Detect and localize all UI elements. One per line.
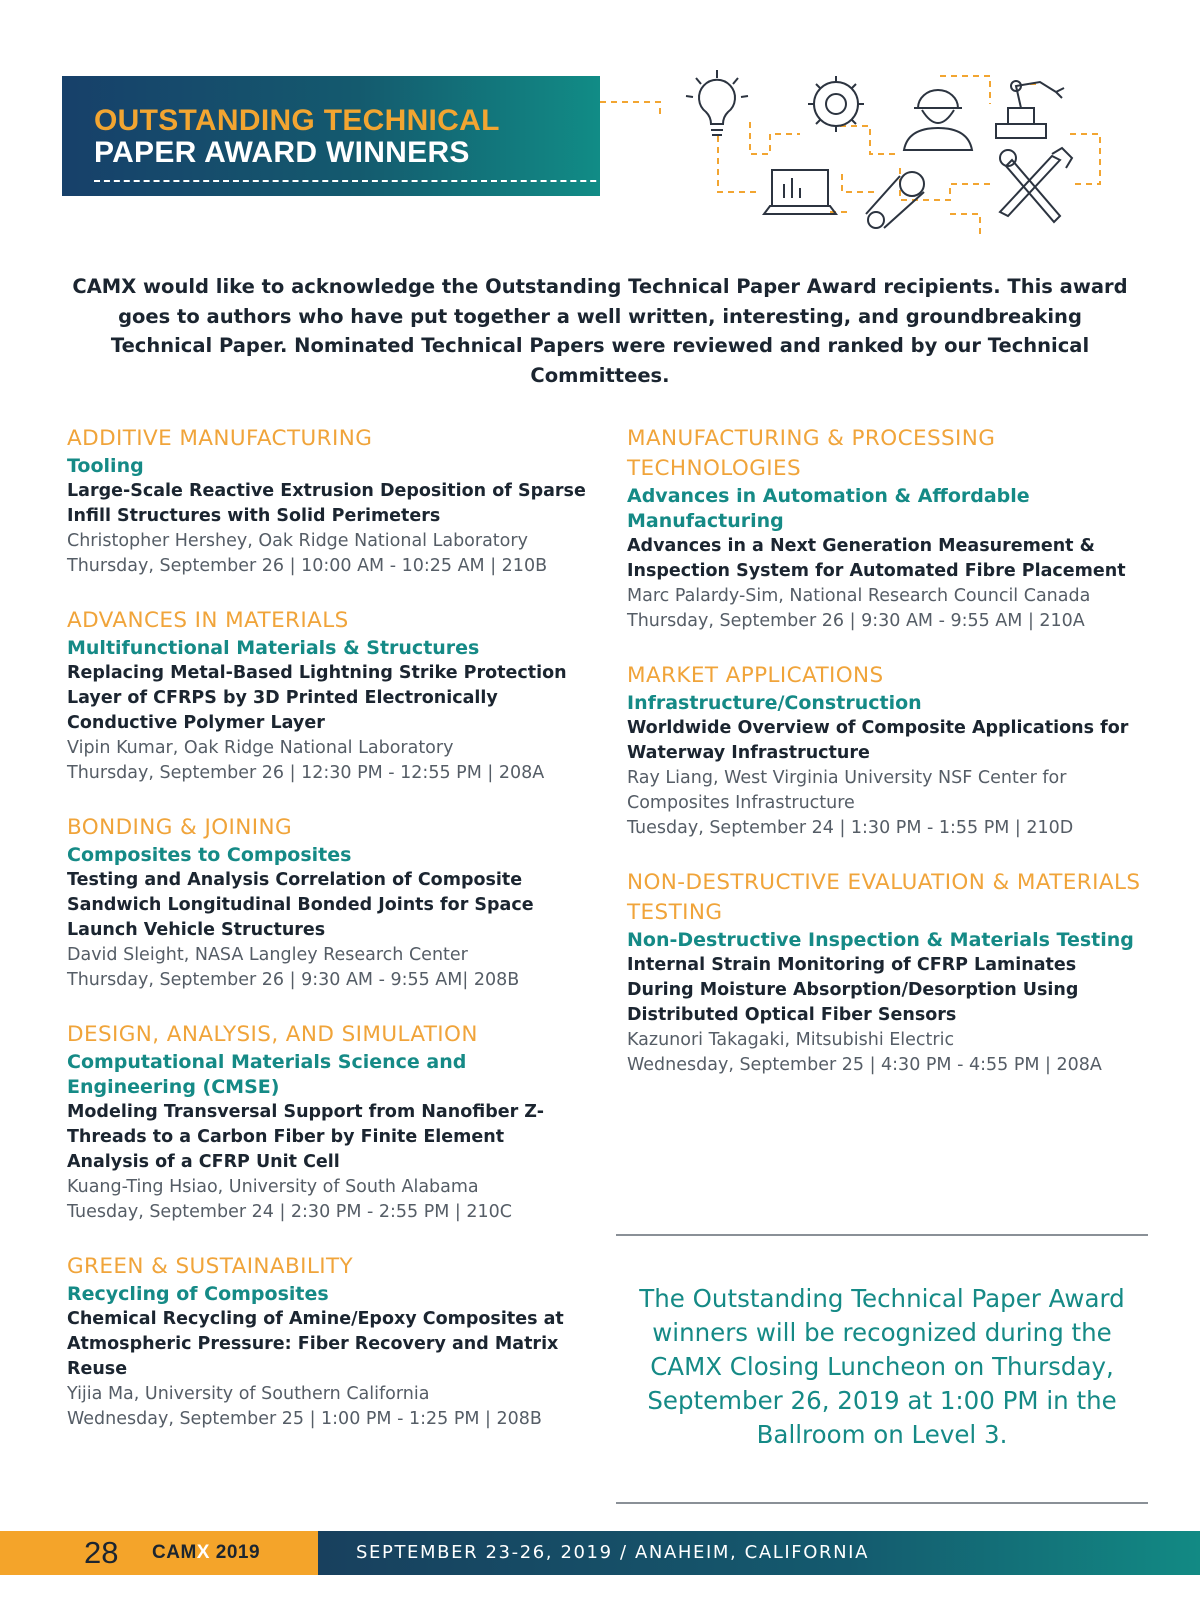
award-entry <box>627 424 1147 634</box>
paper-author: Kuang-Ting Hsiao, University of South Alabama <box>67 1177 479 1197</box>
paper-title: Advances in a Next Generation Measurement & Inspection System for Automated Fibre Placement <box>627 536 1126 581</box>
footer-brand-logo <box>152 1540 260 1566</box>
paper-author: Marc Palardy-Sim, National Research Council Canada <box>627 586 1091 606</box>
subcategory-heading: Recycling of Composites <box>67 1283 329 1305</box>
subcategory-heading: Tooling <box>67 455 144 477</box>
paper-title: Modeling Transversal Support from Nanofiber Z-Threads to a Carbon Fiber by Finite Element Analysis of a CFRP Unit Cell <box>67 1102 544 1172</box>
banner-title-line1: OUTSTANDING TECHNICAL <box>94 104 500 137</box>
paper-title: Worldwide Overview of Composite Applications for Waterway Infrastructure <box>627 718 1129 763</box>
subcategory-heading: Advances in Automation & Affordable Manufacturing <box>627 485 1030 532</box>
paper-title: Testing and Analysis Correlation of Composite Sandwich Longitudinal Bonded Joints for Space Launch Vehicle Structures <box>67 870 534 940</box>
category-heading: ADVANCES IN MATERIALS <box>67 608 349 633</box>
lightbulb-icon <box>686 70 748 135</box>
divider-bottom <box>616 1502 1148 1504</box>
paper-title: Replacing Metal-Based Lightning Strike Protection Layer of CFRPS by 3D Printed Electronically Conductive Polymer Layer <box>67 663 567 733</box>
category-heading: MANUFACTURING & PROCESSING TECHNOLOGIES <box>627 426 996 481</box>
intro-paragraph: CAMX would like to acknowledge the Outstanding Technical Paper Award recipients. This award goes to authors who have put together a well written, interesting, and groundbreaking Technical Paper. Nominated Technical Papers were reviewed and ranked by our Technical Committees. <box>72 275 1128 387</box>
robot-arm-icon <box>996 81 1064 138</box>
subcategory-heading: Multifunctional Materials & Structures <box>67 637 480 659</box>
laptop-icon <box>764 170 836 214</box>
paper-author: Vipin Kumar, Oak Ridge National Laboratory <box>67 738 454 758</box>
category-heading: BONDING & JOINING <box>67 815 293 840</box>
banner-dashed-rule <box>94 180 626 182</box>
banner-title-line2: PAPER AWARD WINNERS <box>94 136 470 169</box>
closing-note: The Outstanding Technical Paper Award winners will be recognized during the CAMX Closing Luncheon on Thursday, September 26, 2019 at 1:00 PM in the Ballroom on Level 3. <box>639 1284 1125 1449</box>
award-entry <box>627 868 1147 1078</box>
worker-icon <box>904 90 972 150</box>
paper-title: Chemical Recycling of Amine/Epoxy Composites at Atmospheric Pressure: Fiber Recovery and Matrix Reuse <box>67 1309 564 1379</box>
award-entry <box>67 424 587 579</box>
paper-author: Christopher Hershey, Oak Ridge National Laboratory <box>67 531 528 551</box>
brand-year: 2019 <box>209 1542 261 1563</box>
paper-author: Kazunori Takagaki, Mitsubishi Electric <box>627 1030 955 1050</box>
award-entry <box>627 661 1147 841</box>
gear-icon <box>808 76 864 132</box>
award-entry <box>67 606 587 786</box>
brand-cam: CAM <box>152 1542 197 1563</box>
session-time: Tuesday, September 24 | 1:30 PM - 1:55 PM | 210D <box>627 818 1074 838</box>
session-time: Thursday, September 26 | 9:30 AM - 9:55 AM| 208B <box>67 970 520 990</box>
page-number: 28 <box>84 1535 119 1570</box>
subcategory-heading: Composites to Composites <box>67 844 352 866</box>
subcategory-heading: Non-Destructive Inspection & Materials Testing <box>627 929 1134 951</box>
session-time: Wednesday, September 25 | 1:00 PM - 1:25 PM | 208B <box>67 1409 542 1429</box>
header-banner <box>62 76 600 196</box>
divider-top <box>616 1234 1148 1236</box>
paper-title: Large-Scale Reactive Extrusion Deposition of Sparse Infill Structures with Solid Perimeters <box>67 481 586 526</box>
category-heading: DESIGN, ANALYSIS, AND SIMULATION <box>67 1022 478 1047</box>
category-heading: ADDITIVE MANUFACTURING <box>67 426 373 451</box>
right-column <box>627 424 1147 1105</box>
left-column <box>67 424 587 1459</box>
tools-icon <box>1000 148 1072 222</box>
award-entry <box>67 1020 587 1225</box>
subcategory-heading: Infrastructure/Construction <box>627 692 922 714</box>
paper-title: Internal Strain Monitoring of CFRP Laminates During Moisture Absorption/Desorption Using Distributed Optical Fiber Sensors <box>627 955 1079 1025</box>
category-heading: GREEN & SUSTAINABILITY <box>67 1254 354 1279</box>
footer-event-info: SEPTEMBER 23-26, 2019 / ANAHEIM, CALIFORNIA <box>356 1542 869 1563</box>
award-entry <box>67 1252 587 1432</box>
header-illustration <box>600 64 1140 244</box>
award-entry <box>67 813 587 993</box>
brand-x: X <box>196 1542 210 1563</box>
category-heading: MARKET APPLICATIONS <box>627 663 884 688</box>
session-time: Tuesday, September 24 | 2:30 PM - 2:55 PM | 210C <box>67 1202 513 1222</box>
category-heading: NON-DESTRUCTIVE EVALUATION & MATERIALS TESTING <box>627 870 1141 925</box>
session-time: Thursday, September 26 | 9:30 AM - 9:55 AM | 210A <box>627 611 1085 631</box>
paper-author: Yijia Ma, University of Southern California <box>67 1384 430 1404</box>
paper-author: David Sleight, NASA Langley Research Center <box>67 945 468 965</box>
paper-author: Ray Liang, West Virginia University NSF Center for Composites Infrastructure <box>627 768 1067 813</box>
subcategory-heading: Computational Materials Science and Engineering (CMSE) <box>67 1051 467 1098</box>
session-time: Wednesday, September 25 | 4:30 PM - 4:55 PM | 208A <box>627 1055 1102 1075</box>
session-time: Thursday, September 26 | 12:30 PM - 12:55 PM | 208A <box>67 763 545 783</box>
session-time: Thursday, September 26 | 10:00 AM - 10:25 AM | 210B <box>67 556 548 576</box>
belt-pulley-icon <box>866 172 924 228</box>
